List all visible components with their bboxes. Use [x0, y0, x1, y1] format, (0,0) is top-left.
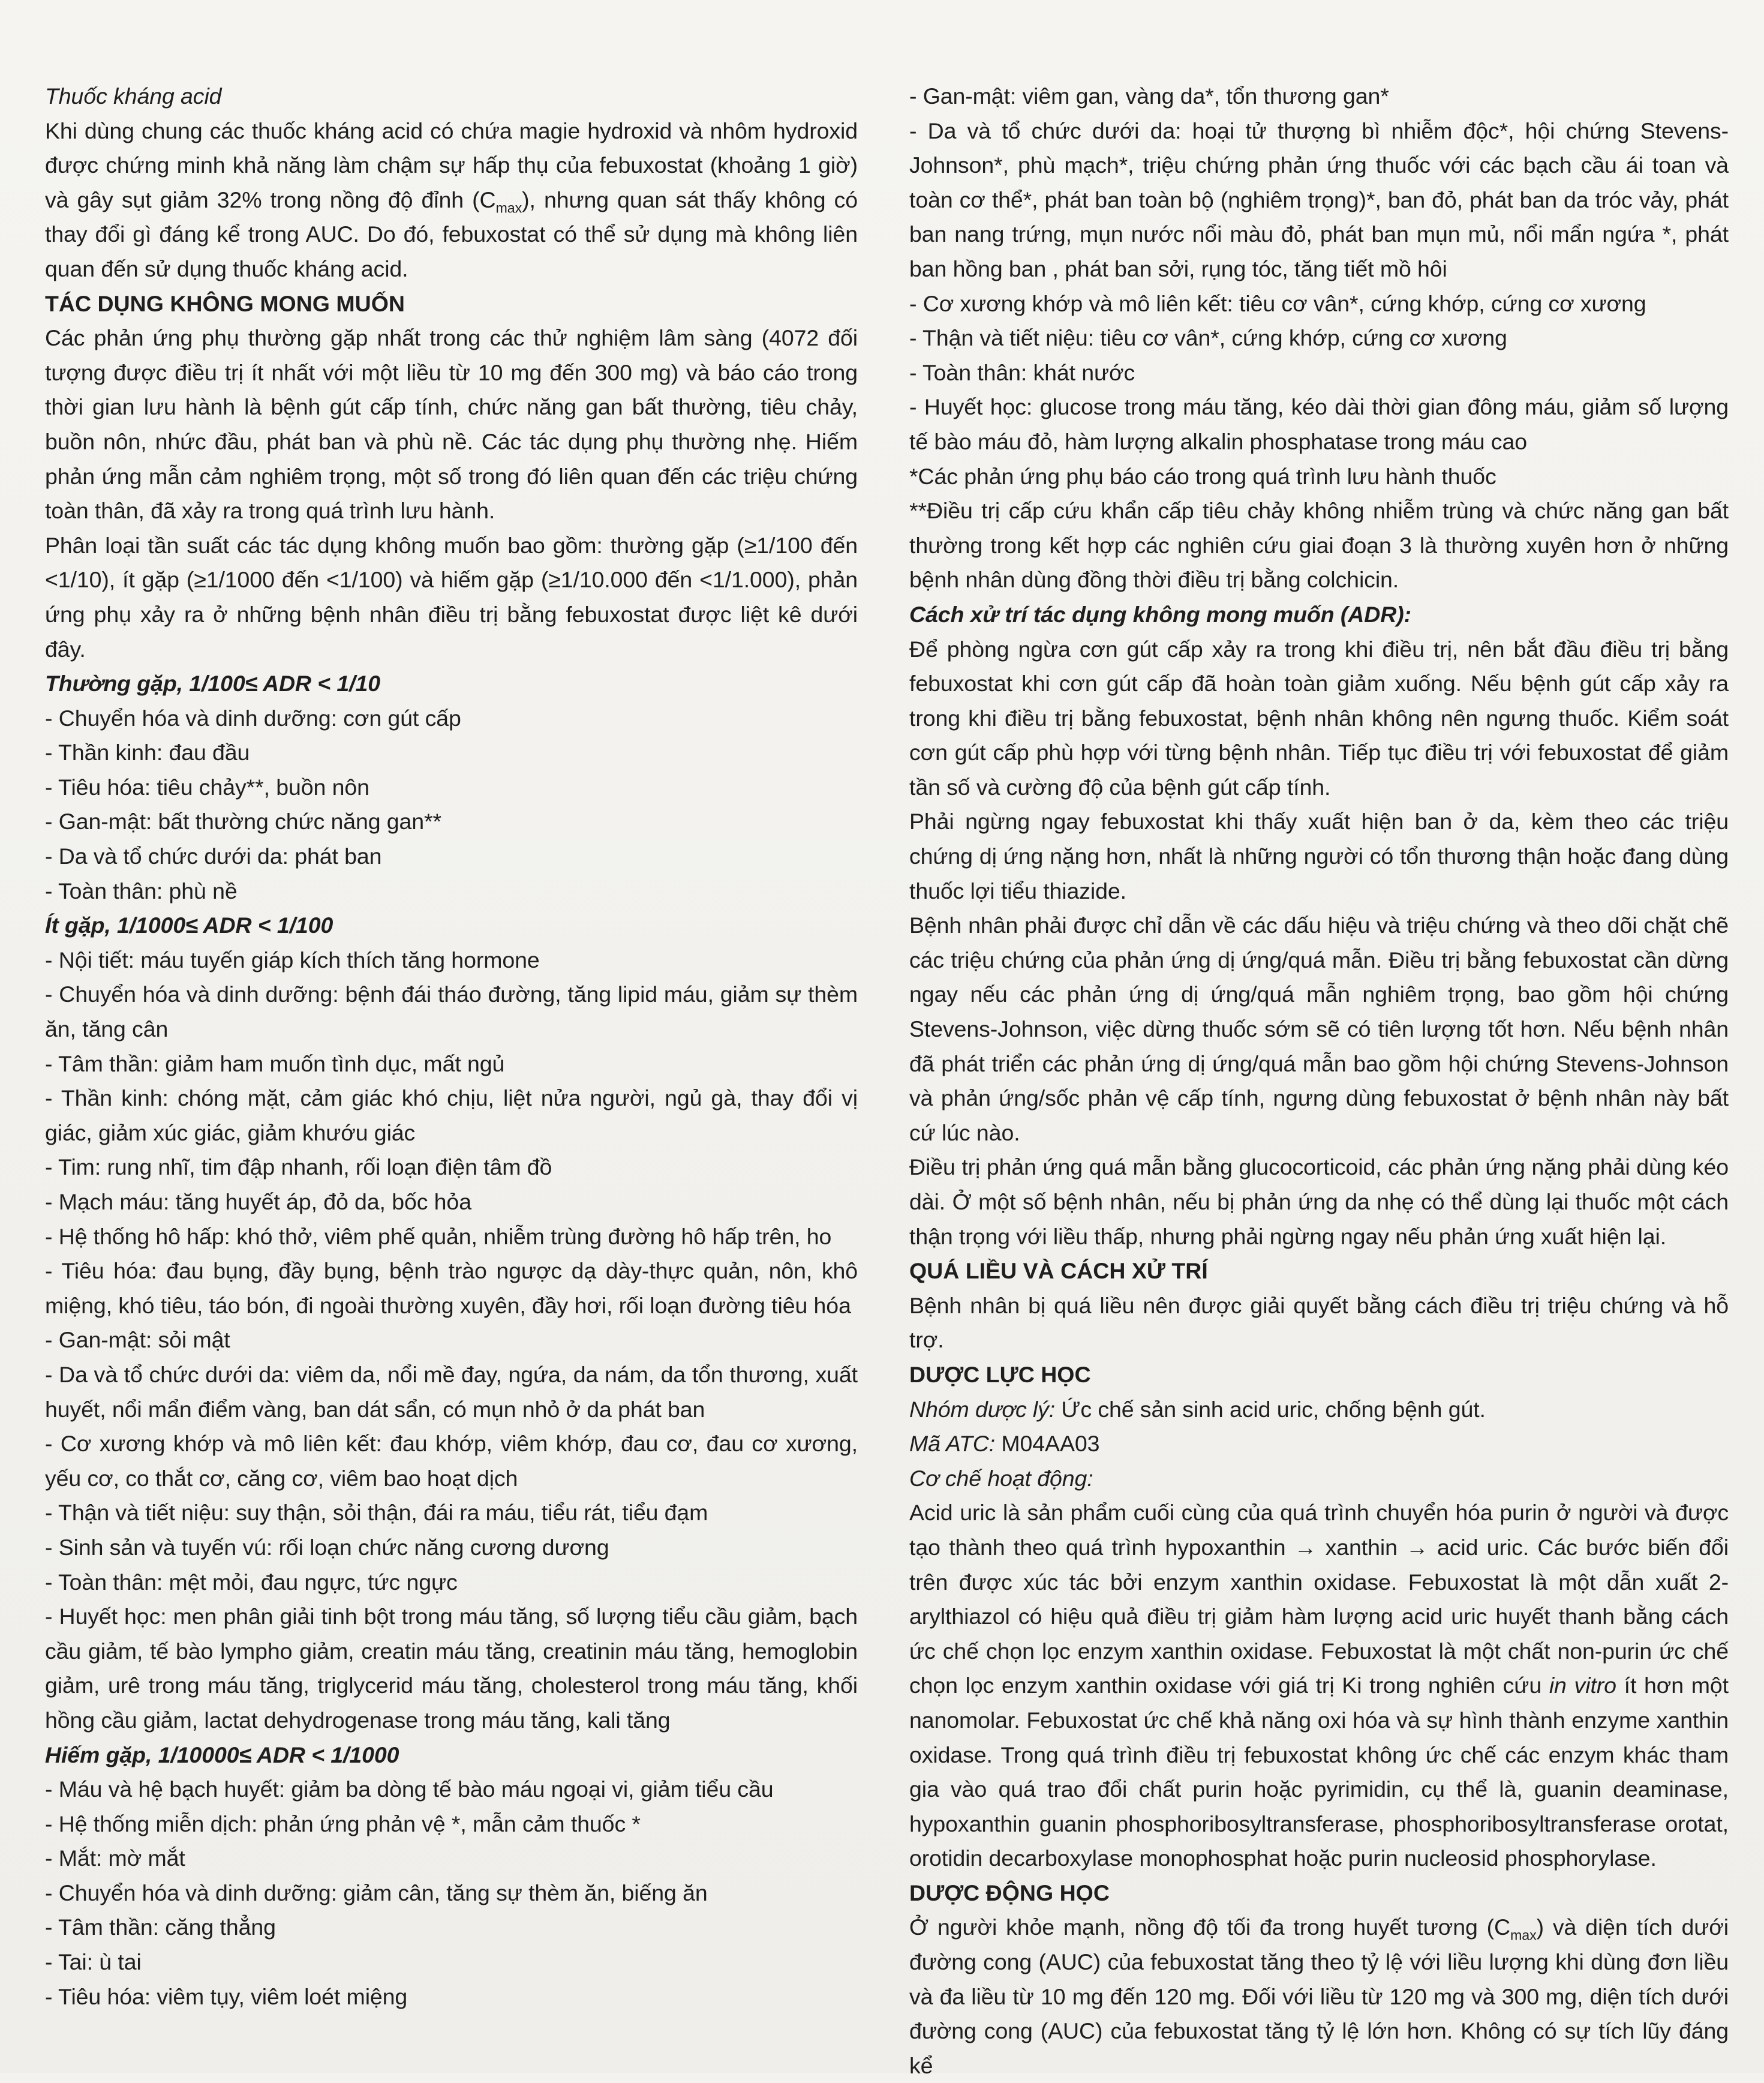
list-item: - Toàn thân: mệt mỏi, đau ngực, tức ngực — [45, 1569, 458, 1595]
mechanism-text-1: Acid uric là sản phẩm cuối cùng của quá trình chuyển hóa purin ở người và được tạo thành theo quá trình hypoxanthin → xanthin → acid uric. Các bước biến đổi trên được xúc tác bởi enzym xanthin oxidase. Febuxostat là một dẫn xuất 2-arylthiazol có hiệu quả điều trị giảm hàm lượng acid uric huyết thanh bằng cách ức chế chọn lọc enzym xanthin oxidase. Febuxostat là một chất non-purin ức chế chọn lọc enzym xanthin oxidase với giá trị Ki trong nghiên cứu — [909, 1500, 1729, 1698]
mechanism-text — [909, 1496, 1729, 1876]
list-item: - Thần kinh: đau đầu — [45, 740, 250, 766]
antacid-text-1: Khi dùng chung các thuốc kháng acid có chứa magie hydroxid và nhôm hydroxid được chứng minh khả năng làm chậm sự hấp thụ của febuxostat (khoảng 1 giờ) và gây sụt giảm 32% trong nồng độ đỉnh (C — [45, 118, 858, 212]
overdose-text: Bệnh nhân bị quá liều nên được giải quyết bằng cách điều trị triệu chứng và hỗ trợ. — [909, 1292, 1729, 1353]
list-item: - Chuyển hóa và dinh dưỡng: bệnh đái tháo đường, tăng lipid máu, giảm sự thèm ăn, tăng cân — [45, 982, 858, 1042]
list-item: - Huyết học: glucose trong máu tăng, kéo dài thời gian đông máu, giảm số lượng tế bào máu đỏ, hàm lượng alkalin phosphatase trong máu cao — [909, 394, 1729, 454]
common-heading: Thường gặp, 1/100≤ ADR < 1/10 — [45, 671, 381, 697]
atc-label: Mã ATC: — [909, 1431, 996, 1457]
list-item: - Thận và tiết niệu: tiêu cơ vân*, cứng khớp, cứng cơ xương — [909, 325, 1507, 351]
adr-management-paragraph: Bệnh nhân phải được chỉ dẫn về các dấu hiệu và triệu chứng và theo dõi chặt chẽ các triệu chứng của phản ứng dị ứng/quá mẫn. Điều trị bằng febuxostat cần dừng ngay nếu các phản ứng dị ứng/quá mẫn nghiêm trọng, bao gồm hội chứng Stevens-Johnson, việc dừng thuốc sớm sẽ có tiên lượng tốt hơn. Nếu bệnh nhân đã phát triển các phản ứng dị ứng/quá mẫn bao gồm hội chứng Stevens-Johnson và phản ứng/sốc phản vệ cấp tính, ngưng dùng febuxostat ở bệnh nhân này bất cứ lúc nào. — [909, 913, 1729, 1145]
antacid-text-2: ), nhưng quan sát thấy không có thay đổi gì đáng kể trong AUC. Do đó, febuxostat có thể sử dụng mà không liên quan đến sử dụng thuốc kháng acid. — [45, 187, 858, 281]
adr-management-paragraph: Điều trị phản ứng quá mẫn bằng glucocorticoid, các phản ứng nặng phải dùng kéo dài. Ở một số bệnh nhân, nếu bị phản ứng da nhẹ có thể dùng lại thuốc một cách thận trọng với liều thấp, nhưng phải ngừng ngay nếu phản ứng xuất hiện lại. — [909, 1154, 1729, 1249]
common-list — [45, 701, 858, 909]
pharmacodynamics-heading: DƯỢC LỰC HỌC — [909, 1361, 1091, 1387]
list-item: - Toàn thân: phù nề — [45, 878, 238, 904]
atc-value: M04AA03 — [995, 1431, 1100, 1457]
list-item: - Cơ xương khớp và mô liên kết: đau khớp, viêm khớp, đau cơ, đau cơ xương, yếu cơ, co thắt cơ, căng cơ, viêm bao hoạt dịch — [45, 1431, 858, 1491]
list-item: - Sinh sản và tuyến vú: rối loạn chức năng cương dương — [45, 1534, 609, 1560]
list-item: - Nội tiết: máu tuyến giáp kích thích tăng hormone — [45, 947, 540, 973]
list-item: - Da và tổ chức dưới da: viêm da, nổi mề đay, ngứa, da nám, da tổn thương, xuất huyết, nổi mẩn điểm vàng, ban dát sẩn, có mụn nhỏ ở da phát ban — [45, 1361, 858, 1422]
footnote-post-marketing: *Các phản ứng phụ báo cáo trong quá trình lưu hành thuốc — [909, 463, 1496, 489]
list-item: - Tiêu hóa: đau bụng, đầy bụng, bệnh trào ngược dạ dày-thực quản, nôn, khô miệng, khó tiêu, táo bón, đi ngoài thường xuyên, đầy hơi, rối loạn đường tiêu hóa — [45, 1258, 858, 1318]
uncommon-list — [45, 943, 858, 1738]
list-item: - Mắt: mờ mắt — [45, 1845, 185, 1871]
list-item: - Da và tổ chức dưới da: hoại tử thượng bì nhiễm độc*, hội chứng Stevens-Johnson*, phù mạch*, triệu chứng phản ứng thuốc với các bạch cầu ái toan và toàn cơ thể*, phát ban toàn bộ (nghiêm trọng)*, ban đỏ, phát ban da tróc vảy, phát ban nang trứng, mụn nước nổi màu đỏ, phát ban mụn mủ, nổi mẩn ngứa *, phát ban hồng ban , phát ban sởi, rụng tóc, tăng tiết mồ hôi — [909, 118, 1729, 281]
list-item: - Tâm thần: căng thẳng — [45, 1914, 276, 1940]
drug-group-value: Ức chế sản sinh acid uric, chống bệnh gút. — [1055, 1396, 1486, 1422]
adr-management-paragraph: Để phòng ngừa cơn gút cấp xảy ra trong khi điều trị, nên bắt đầu điều trị bằng febuxostat khi cơn gút cấp đã hoàn toàn giảm xuống. Nếu bệnh gút cấp xảy ra trong khi điều trị bằng febuxostat, bệnh nhân không nên ngưng thuốc. Kiểm soát cơn gút cấp phù hợp với từng bệnh nhân. Tiếp tục điều trị với febuxostat để giảm tần số và cường độ của bệnh gút cấp tính. — [909, 636, 1729, 800]
list-item: - Tai: ù tai — [45, 1949, 142, 1975]
right-column — [909, 79, 1729, 2083]
list-item: - Tiêu hóa: viêm tụy, viêm loét miệng — [45, 1983, 408, 2009]
cmax-subscript: max — [1510, 1927, 1537, 1943]
adr-management-heading: Cách xử trí tác dụng không mong muốn (ADR): — [909, 601, 1412, 627]
adr-classification: Phân loại tần suất các tác dụng không muốn bao gồm: thường gặp (≥1/100 đến <1/10), ít gặp (≥1/1000 đến <1/100) và hiếm gặp (≥1/10.000 đến <1/1.000), phản ứng phụ xảy ra ở những bệnh nhân điều trị bằng febuxostat được liệt kê dưới đây. — [45, 532, 858, 662]
uncommon-heading: Ít gặp, 1/1000≤ ADR < 1/100 — [45, 913, 333, 938]
cmax-subscript: max — [495, 200, 522, 216]
drug-group — [909, 1392, 1729, 1427]
adr-intro: Các phản ứng phụ thường gặp nhất trong các thử nghiệm lâm sàng (4072 đối tượng được điều trị ít nhất với một liều từ 10 mg đến 300 mg) và báo cáo trong thời gian lưu hành là bệnh gút cấp tính, chức năng gan bất thường, tiêu chảy, buồn nôn, nhức đầu, phát ban và phù nề. Các tác dụng phụ thường nhẹ. Hiếm phản ứng mẫn cảm nghiêm trọng, một số trong đó liên quan đến các triệu chứng toàn thân, đã xảy ra trong quá trình lưu hành. — [45, 325, 858, 524]
list-item: - Tim: rung nhĩ, tim đập nhanh, rối loạn điện tâm đồ — [45, 1154, 552, 1180]
adr-heading: TÁC DỤNG KHÔNG MONG MUỐN — [45, 290, 405, 316]
list-item: - Cơ xương khớp và mô liên kết: tiêu cơ vân*, cứng khớp, cứng cơ xương — [909, 290, 1646, 316]
left-column — [45, 79, 858, 2014]
list-item: - Gan-mật: bất thường chức năng gan** — [45, 809, 442, 835]
rare-list-continued — [909, 79, 1729, 460]
overdose-heading: QUÁ LIỀU VÀ CÁCH XỬ TRÍ — [909, 1258, 1208, 1284]
rare-list — [45, 1772, 858, 2014]
footnote-colchicine: **Điều trị cấp cứu khẩn cấp tiêu chảy không nhiễm trùng và chức năng gan bất thường trong kết hợp các nghiên cứu giai đoạn 3 là thường xuyên hơn ở những bệnh nhân dùng đồng thời điều trị bằng colchicin. — [909, 498, 1729, 593]
in-vitro-italic: in vitro — [1549, 1673, 1616, 1698]
list-item: - Tâm thần: giảm ham muốn tình dục, mất ngủ — [45, 1050, 505, 1076]
pk-text-2: ) và diện tích dưới đường cong (AUC) của febuxostat tăng theo tỷ lệ với liều lượng khi dùng đơn liều và đa liều từ 10 mg đến 120 mg. Đối với liều từ 120 mg và 300 mg, diện tích dưới đường cong (AUC) của febuxostat tăng tỷ lệ lớn hơn. Không có sự tích lũy đáng kể — [909, 1914, 1729, 2078]
pk-text-1: Ở người khỏe mạnh, nồng độ tối đa trong huyết tương (C — [909, 1914, 1510, 1940]
antacid-paragraph — [45, 114, 858, 287]
list-item: - Da và tổ chức dưới da: phát ban — [45, 844, 382, 869]
atc-code — [909, 1427, 1729, 1461]
mechanism-label: Cơ chế hoạt động: — [909, 1465, 1093, 1491]
list-item: - Gan-mật: viêm gan, vàng da*, tổn thương gan* — [909, 83, 1389, 109]
list-item: - Hệ thống hô hấp: khó thở, viêm phế quản, nhiễm trùng đường hô hấp trên, ho — [45, 1223, 832, 1249]
list-item: - Huyết học: men phân giải tinh bột trong máu tăng, số lượng tiểu cầu giảm, bạch cầu giảm, tế bào lympho giảm, creatin máu tăng, creatinin máu tăng, hemoglobin giảm, urê trong máu tăng, triglycerid máu tăng, cholesterol trong máu tăng, khối hồng cầu giảm, lactat dehydrogenase trong máu tăng, kali tăng — [45, 1604, 858, 1733]
antacid-title: Thuốc kháng acid — [45, 83, 222, 109]
list-item: - Thần kinh: chóng mặt, cảm giác khó chịu, liệt nửa người, ngủ gà, thay đổi vị giác, giảm xúc giác, giảm khướu giác — [45, 1085, 858, 1145]
list-item: - Mạch máu: tăng huyết áp, đỏ da, bốc hỏa — [45, 1189, 471, 1214]
list-item: - Gan-mật: sỏi mật — [45, 1327, 230, 1353]
mechanism-text-2: ít hơn một nanomolar. Febuxostat ức chế khả năng oxi hóa và sự hình thành enzyme xanthin oxidase. Trong quá trình điều trị febuxostat không ức chế các enzym khác tham gia vào quá trao đổi chất purin hoặc pyrimidin, cụ thể là, guanin deaminase, hypoxanthin guanin phosphoribosyltransferase, phosphoribosyltransferase orotat, orotidin decarboxylase monophosphat hoặc purin nucleosid phosphorylase. — [909, 1673, 1729, 1871]
pharmacokinetics-heading: DƯỢC ĐỘNG HỌC — [909, 1880, 1110, 1905]
list-item: - Máu và hệ bạch huyết: giảm ba dòng tế bào máu ngoại vi, giảm tiểu cầu — [45, 1776, 774, 1802]
pharmacokinetics-text — [909, 1910, 1729, 2083]
rare-heading: Hiếm gặp, 1/10000≤ ADR < 1/1000 — [45, 1742, 399, 1767]
drug-group-label: Nhóm dược lý: — [909, 1396, 1056, 1422]
list-item: - Chuyển hóa và dinh dưỡng: giảm cân, tăng sự thèm ăn, biếng ăn — [45, 1880, 708, 1905]
list-item: - Toàn thân: khát nước — [909, 359, 1135, 385]
list-item: - Chuyển hóa và dinh dưỡng: cơn gút cấp — [45, 705, 461, 731]
adr-management-paragraph: Phải ngừng ngay febuxostat khi thấy xuất hiện ban ở da, kèm theo các triệu chứng dị ứng nặng hơn, nhất là những người có tổn thương thận hoặc đang dùng thuốc lợi tiểu thiazide. — [909, 809, 1729, 904]
list-item: - Thận và tiết niệu: suy thận, sỏi thận, đái ra máu, tiểu rát, tiểu đạm — [45, 1500, 708, 1526]
list-item: - Tiêu hóa: tiêu chảy**, buồn nôn — [45, 774, 369, 800]
list-item: - Hệ thống miễn dịch: phản ứng phản vệ *, mẫn cảm thuốc * — [45, 1811, 641, 1836]
